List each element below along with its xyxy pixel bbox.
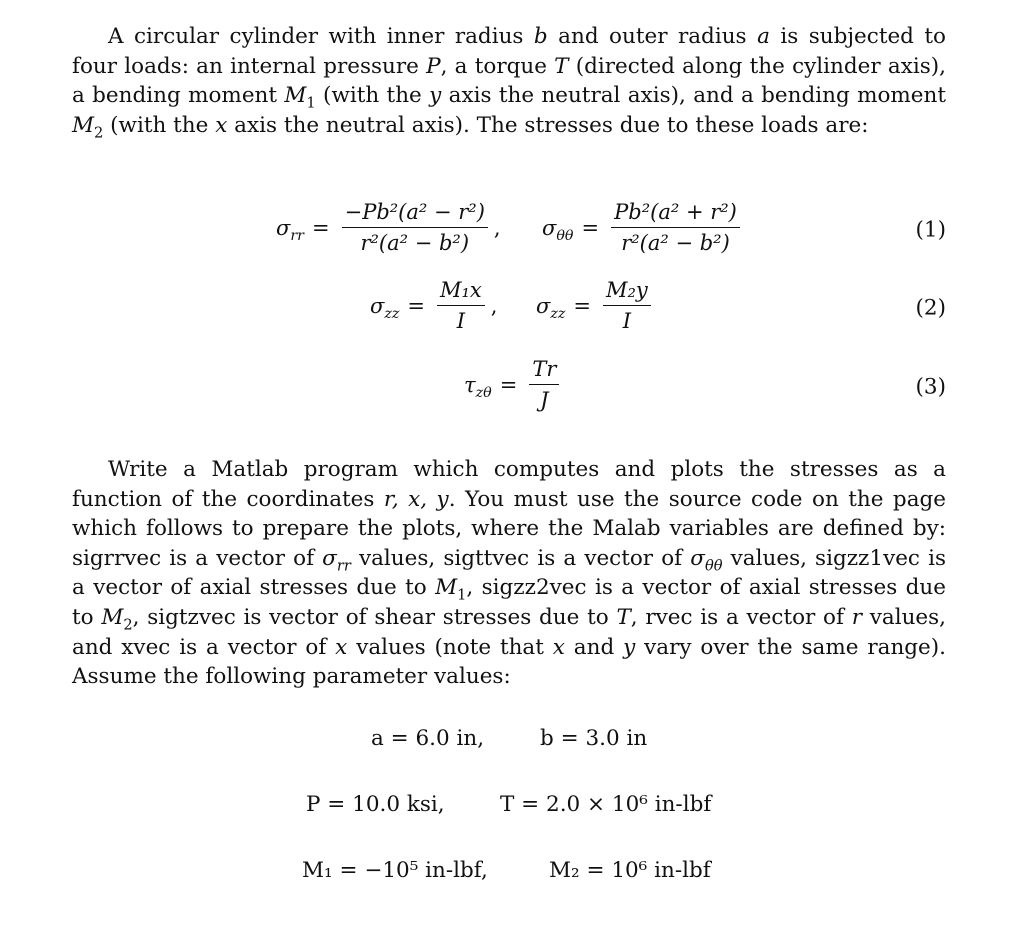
sigma-rr xyxy=(276,215,304,244)
equals-sign: = xyxy=(573,293,591,318)
fraction xyxy=(342,200,488,255)
text-run: , sigzz2vec is a vector of axial stresses due to xyxy=(72,575,946,630)
equation-number: (1) xyxy=(915,217,946,243)
denominator: I xyxy=(622,309,632,333)
denominator: J xyxy=(540,388,549,412)
math-M2-sub: 2 xyxy=(94,124,104,142)
sigma-thetatheta xyxy=(542,215,574,244)
sigma-zz xyxy=(370,293,400,322)
param-M2: M₂ = 10⁶ in-lbf xyxy=(549,858,711,883)
sigma-symbol: σ xyxy=(322,545,337,571)
math-x: x xyxy=(215,112,228,138)
eq1-right xyxy=(542,200,744,255)
numerator: M₂y xyxy=(603,278,651,306)
sigma-symbol: σ xyxy=(276,215,291,240)
sigma-symbol: σ xyxy=(690,545,705,571)
sigma-subscript: θθ xyxy=(556,227,574,244)
sigma-symbol: σ xyxy=(536,293,551,318)
equation-1 xyxy=(0,200,1024,260)
text-run: values (note that xyxy=(347,634,553,660)
sigma-symbol: σ xyxy=(542,215,557,240)
text-run: A circular cylinder with inner radius xyxy=(108,24,534,49)
text-run: . You must use the source code on the page which follows to prepare the plots, where the Malab variables are defined by: sigrrvec is a vector of xyxy=(72,486,947,571)
param-b: b = 3.0 in xyxy=(540,726,648,751)
equation-number: (3) xyxy=(915,374,946,400)
tau-symbol: τ xyxy=(464,372,476,397)
math-M2-sub: 2 xyxy=(123,616,133,634)
text-run: and outer radius xyxy=(547,24,758,49)
text-run: (with the xyxy=(103,112,216,138)
text-run: axis the neutral axis). The stresses due to these loads are: xyxy=(227,112,869,138)
math-M2: M xyxy=(101,604,124,630)
numerator: Pb²(a² + r²) xyxy=(611,200,740,228)
text-run: axis the neutral axis), and a bending moment xyxy=(441,83,946,109)
equals-sign: = xyxy=(311,215,330,240)
equation-number: (2) xyxy=(915,295,946,321)
text-run: vary over the same range). Assume the following parameter values: xyxy=(72,634,946,690)
math-M1: M xyxy=(284,83,307,109)
text-run: , rvec is a vector of xyxy=(630,604,852,630)
denominator: r²(a² − b²) xyxy=(360,231,470,255)
numerator: −Pb²(a² − r²) xyxy=(342,200,488,228)
math-y: y xyxy=(623,634,636,660)
equation-2 xyxy=(0,278,1024,338)
comma: , xyxy=(490,293,498,318)
math-M2: M xyxy=(72,112,95,138)
math-sigma-tt xyxy=(690,545,723,575)
math-a: a xyxy=(757,24,770,49)
text-run: , sigtzvec is vector of shear stresses due to xyxy=(132,604,617,630)
equals-sign: = xyxy=(407,293,425,318)
fraction xyxy=(529,357,559,412)
math-T: T xyxy=(616,604,631,630)
text-run: values, sigttvec is a vector of xyxy=(350,545,691,571)
text-run: Write a Matlab program which computes and plots the stresses as a function of the coordinates xyxy=(72,457,946,512)
equals-sign: = xyxy=(581,215,600,240)
sigma-symbol: σ xyxy=(370,293,385,318)
sigma-subscript: θθ xyxy=(704,557,723,575)
comma: , xyxy=(493,215,501,240)
fraction xyxy=(437,278,485,333)
sigma-subscript: rr xyxy=(336,557,351,575)
sigma-subscript: rr xyxy=(290,227,304,244)
text-run: is subjected to four loads: an internal pressure xyxy=(72,24,947,79)
equation-3 xyxy=(0,357,1024,417)
text-run: , a torque xyxy=(440,53,555,79)
text-run: (with the xyxy=(315,83,430,109)
math-coords: r, x, y xyxy=(383,486,449,512)
task-paragraph xyxy=(72,455,946,692)
tau-subscript: zθ xyxy=(475,384,492,401)
math-y: y xyxy=(429,83,442,109)
denominator: r²(a² − b²) xyxy=(621,231,730,255)
sigma-subscript: zz xyxy=(384,305,400,322)
math-r: r xyxy=(851,604,862,630)
math-M1-sub: 1 xyxy=(457,586,467,604)
math-M1-sub: 1 xyxy=(306,94,316,112)
eq1-left xyxy=(276,200,501,255)
numerator: Tr xyxy=(529,357,559,385)
math-x: x xyxy=(335,634,348,660)
tau-ztheta xyxy=(464,372,492,401)
text-run: values, and xvec is a vector of xyxy=(72,604,947,660)
eq2-right xyxy=(536,278,655,333)
param-M1: M₁ = −10⁵ in-lbf, xyxy=(302,858,488,883)
math-x: x xyxy=(552,634,565,660)
math-b: b xyxy=(533,24,548,49)
math-sigma-rr xyxy=(322,545,351,575)
numerator: M₁x xyxy=(437,278,485,306)
sigma-zz xyxy=(536,293,566,322)
param-a: a = 6.0 in, xyxy=(371,726,485,751)
sigma-subscript: zz xyxy=(550,305,566,322)
fraction xyxy=(603,278,651,333)
equals-sign: = xyxy=(499,372,518,397)
eq3-body xyxy=(464,357,563,412)
text-run: (directed along the cylinder axis), a bending moment xyxy=(72,53,946,109)
math-T: T xyxy=(554,53,569,79)
intro-paragraph xyxy=(72,22,946,140)
denominator: I xyxy=(456,309,466,333)
fraction xyxy=(611,200,740,255)
text-run: and xyxy=(564,634,624,660)
eq2-left xyxy=(370,278,497,333)
math-M1: M xyxy=(435,575,458,601)
param-T: T = 2.0 × 10⁶ in-lbf xyxy=(500,792,712,817)
math-P: P xyxy=(426,53,441,79)
param-P: P = 10.0 ksi, xyxy=(306,792,445,817)
text-run: values, sigzz1vec is a vector of axial stresses due to xyxy=(72,545,947,601)
